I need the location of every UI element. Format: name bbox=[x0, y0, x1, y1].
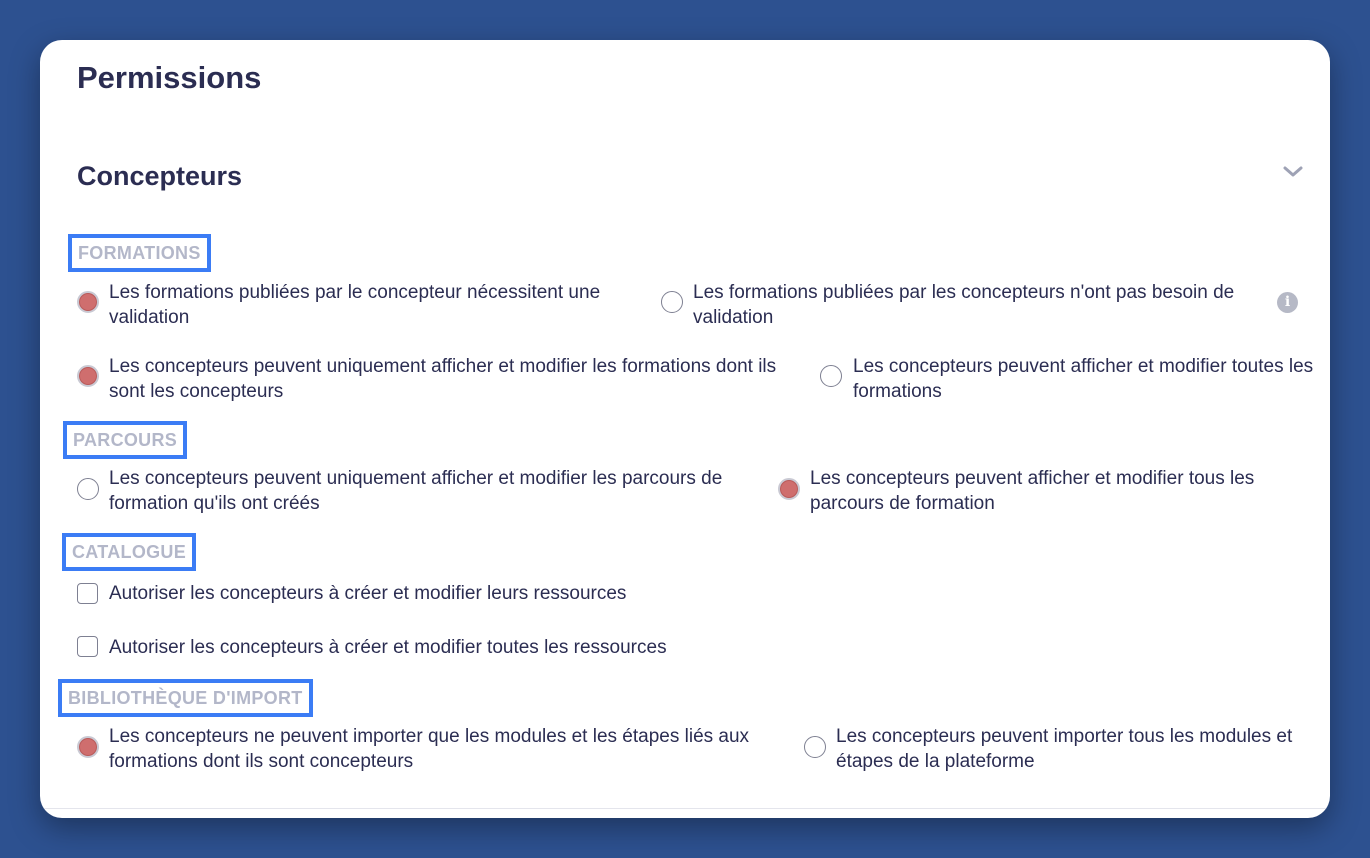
chevron-down-icon[interactable] bbox=[1281, 161, 1305, 183]
option-label: Les concepteurs peuvent afficher et modifier tous les parcours de formation bbox=[810, 468, 1255, 514]
radio-import-own-only[interactable] bbox=[77, 736, 99, 758]
checkbox-all-resources[interactable] bbox=[77, 636, 98, 657]
radio-parcours-own-only[interactable] bbox=[77, 478, 99, 500]
option-label: Les concepteurs ne peuvent importer que les modules et les étapes liés aux formations dont ils sont concepteurs bbox=[109, 726, 750, 772]
radio-parcours-all[interactable] bbox=[778, 478, 800, 500]
group-label-parcours: PARCOURS bbox=[63, 421, 187, 459]
radio-import-all[interactable] bbox=[804, 736, 826, 758]
option-label: Les formations publiées par les concepteurs n'ont pas besoin de validation bbox=[693, 282, 1235, 328]
radio-formations-validation-required[interactable] bbox=[77, 291, 99, 313]
option-label: Les concepteurs peuvent uniquement afficher et modifier les parcours de formation qu'ils ont créés bbox=[109, 468, 723, 514]
radio-formations-own-only[interactable] bbox=[77, 365, 99, 387]
divider bbox=[40, 808, 1330, 809]
permissions-card bbox=[40, 40, 1330, 818]
checkbox-own-resources[interactable] bbox=[77, 583, 98, 604]
option-label: Les concepteurs peuvent afficher et modifier toutes les formations bbox=[853, 356, 1314, 402]
page-title: Permissions bbox=[77, 60, 262, 95]
option-label: Autoriser les concepteurs à créer et modifier toutes les ressources bbox=[109, 637, 667, 658]
info-icon[interactable]: i bbox=[1277, 292, 1298, 313]
option-label: Les concepteurs peuvent uniquement afficher et modifier les formations dont ils sont les concepteurs bbox=[109, 356, 777, 402]
option-label: Les formations publiées par le concepteur nécessitent une validation bbox=[109, 282, 601, 328]
group-label-catalogue: CATALOGUE bbox=[62, 533, 196, 571]
group-label-formations: FORMATIONS bbox=[68, 234, 211, 272]
radio-formations-all[interactable] bbox=[820, 365, 842, 387]
option-label: Autoriser les concepteurs à créer et modifier leurs ressources bbox=[109, 583, 627, 604]
group-label-bibliotheque: BIBLIOTHÈQUE D'IMPORT bbox=[58, 679, 313, 717]
option-label: Les concepteurs peuvent importer tous les modules et étapes de la plateforme bbox=[836, 726, 1293, 772]
section-title: Concepteurs bbox=[77, 161, 243, 191]
radio-formations-no-validation[interactable] bbox=[661, 291, 683, 313]
